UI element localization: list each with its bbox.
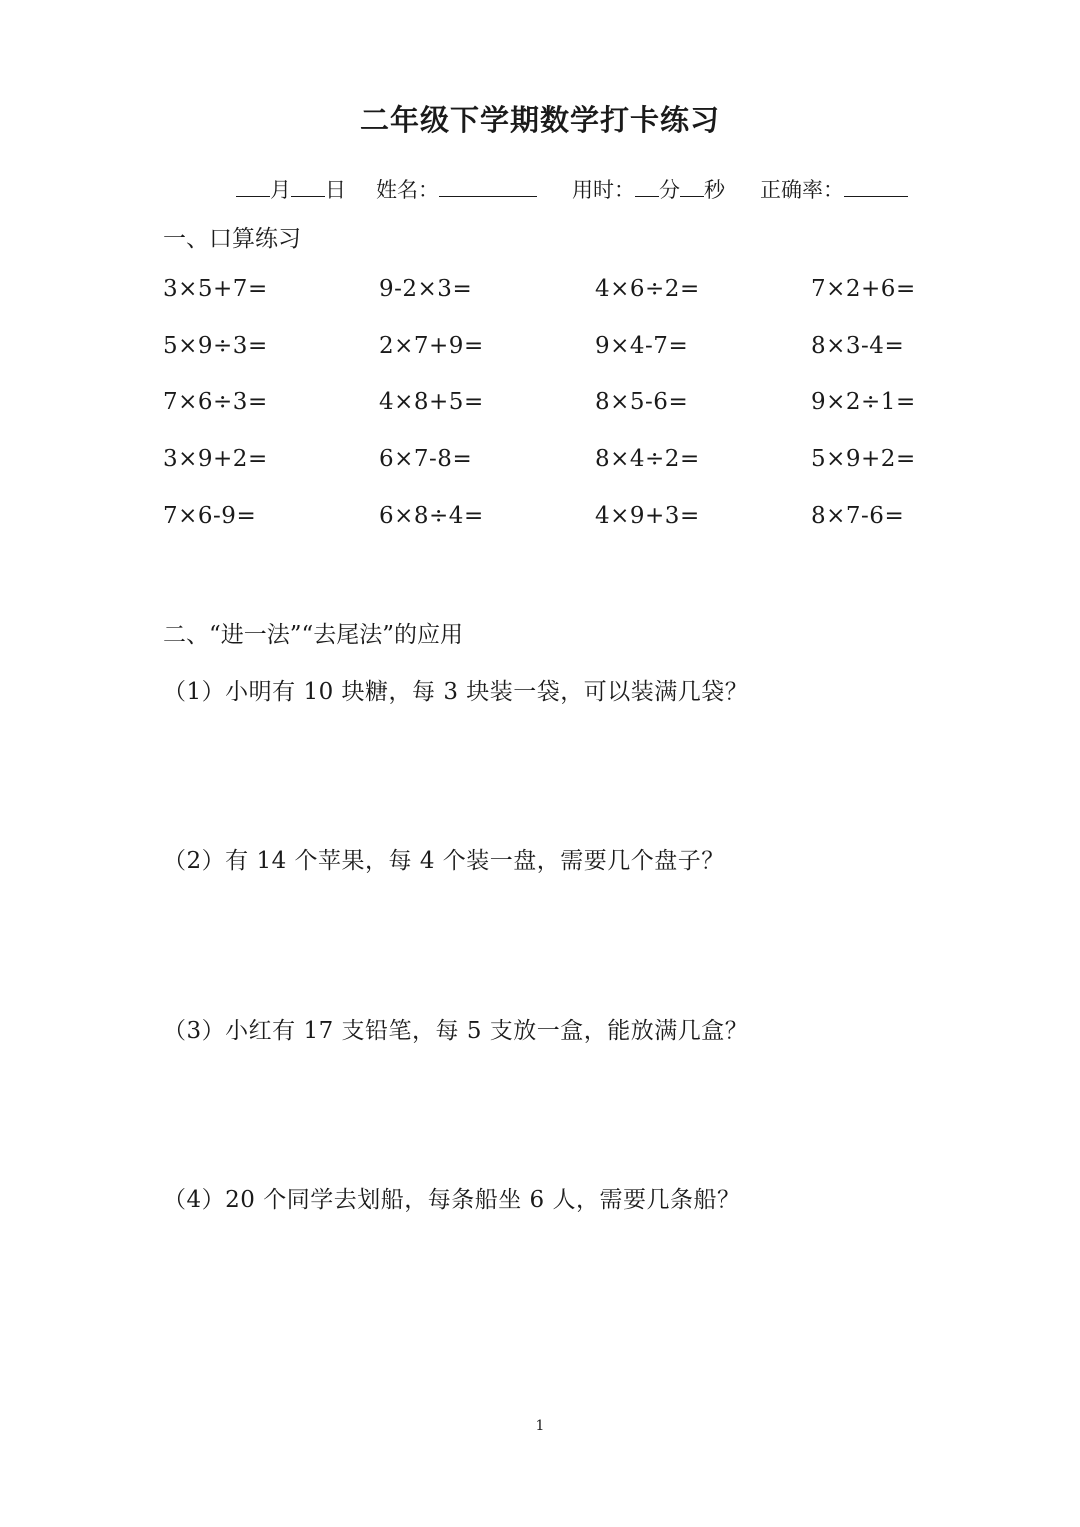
calc-row <box>0 446 1080 486</box>
calc-item: 7×6÷3= <box>163 389 268 415</box>
minute-blank[interactable] <box>635 176 659 197</box>
calc-item: 3×9+2= <box>163 446 268 472</box>
calc-item: 8×7-6= <box>811 503 905 529</box>
calc-item: 4×8+5= <box>379 389 484 415</box>
calc-row <box>0 389 1080 429</box>
minute-label: 分 <box>659 178 680 202</box>
worksheet-title: 二年级下学期数学打卡练习 <box>359 103 720 137</box>
name-field <box>376 174 537 204</box>
calc-item: 9×4-7= <box>595 333 689 359</box>
name-blank[interactable] <box>439 176 537 197</box>
calc-item: 5×9÷3= <box>163 333 268 359</box>
calc-item: 9×2÷1= <box>811 389 916 415</box>
calc-item: 9-2×3= <box>379 276 473 302</box>
accuracy-field <box>760 174 908 204</box>
time-label: 用时： <box>572 178 635 202</box>
day-label: 日 <box>325 178 346 202</box>
student-info-row <box>0 174 1080 208</box>
word-problem-1: （1）小明有 10 块糖，每 3 块装一袋，可以装满几袋？ <box>163 679 749 705</box>
calc-item: 6×8÷4= <box>379 503 484 529</box>
accuracy-blank[interactable] <box>844 176 908 197</box>
calc-item: 7×6-9= <box>163 503 257 529</box>
calc-row <box>0 503 1080 543</box>
calc-item: 8×4÷2= <box>595 446 700 472</box>
calc-item: 8×5-6= <box>595 389 689 415</box>
word-problem-3: （3）小红有 17 支铅笔，每 5 支放一盒，能放满几盒？ <box>163 1018 749 1044</box>
calc-item: 4×6÷2= <box>595 276 700 302</box>
second-label: 秒 <box>704 178 725 202</box>
calc-item: 2×7+9= <box>379 333 484 359</box>
accuracy-label: 正确率： <box>760 178 844 202</box>
date-field <box>236 174 346 204</box>
time-field <box>572 174 725 204</box>
day-blank[interactable] <box>291 176 325 197</box>
section2-heading: 二、“进一法”“去尾法”的应用 <box>163 622 464 648</box>
calc-item: 7×2+6= <box>811 276 916 302</box>
calc-row <box>0 276 1080 316</box>
second-blank[interactable] <box>680 176 704 197</box>
word-problem-4: （4）20 个同学去划船，每条船坐 6 人，需要几条船？ <box>163 1187 741 1213</box>
page-number: 1 <box>535 1418 545 1434</box>
word-problem-2: （2）有 14 个苹果，每 4 个装一盘，需要几个盘子？ <box>163 848 725 874</box>
month-blank[interactable] <box>236 176 270 197</box>
calc-item: 8×3-4= <box>811 333 905 359</box>
calc-item: 3×5+7= <box>163 276 268 302</box>
section1-heading: 一、口算练习 <box>163 226 301 252</box>
calc-item: 5×9+2= <box>811 446 916 472</box>
calc-item: 6×7-8= <box>379 446 473 472</box>
name-label: 姓名： <box>376 178 439 202</box>
calc-item: 4×9+3= <box>595 503 700 529</box>
month-label: 月 <box>270 178 291 202</box>
calc-row <box>0 333 1080 373</box>
